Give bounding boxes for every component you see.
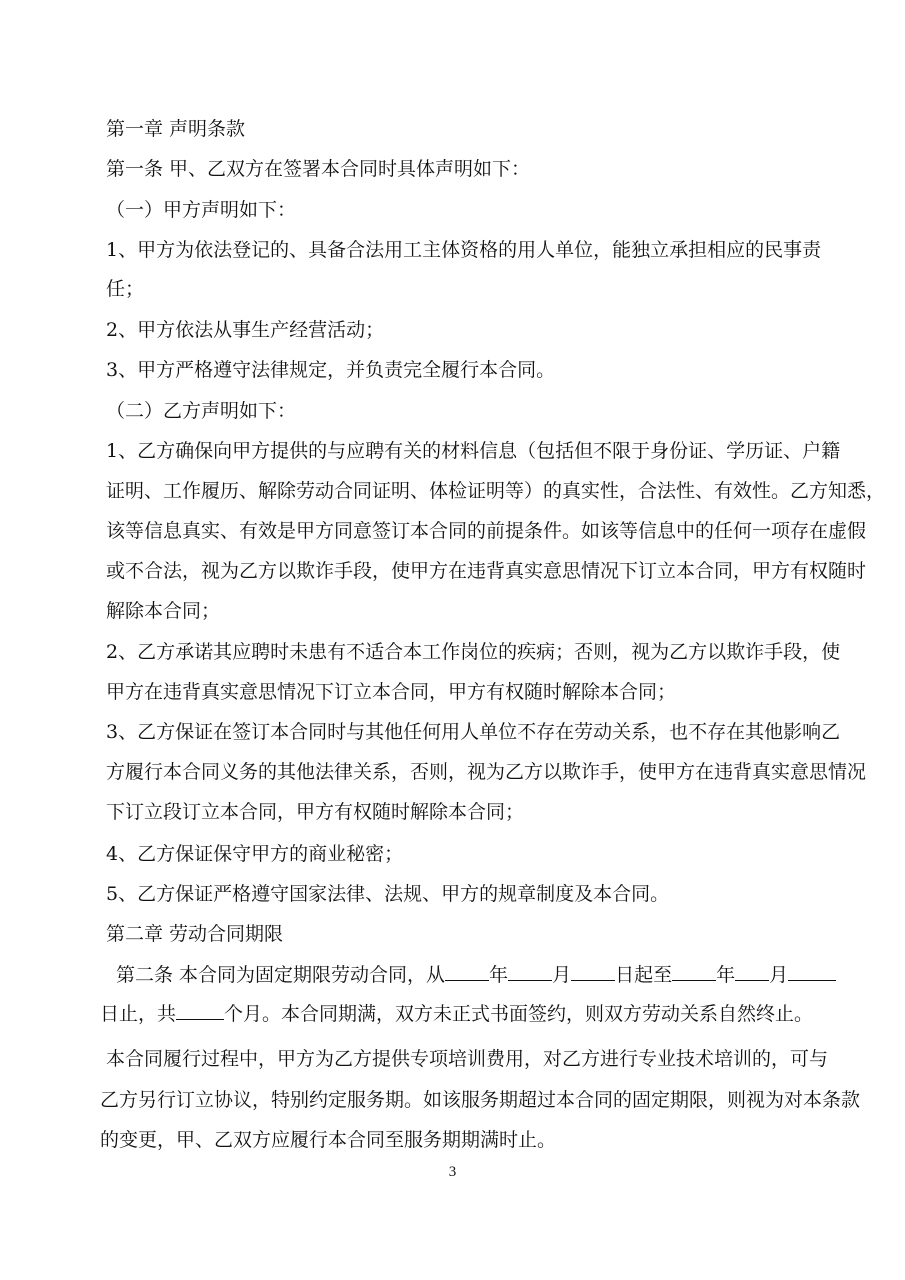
party-b-clause-1-line-3: 该等信息真实、有效是甲方同意签订本合同的前提条件。如该等信息中的任何一项存在虚假 (106, 520, 867, 542)
page-number: 3 (448, 1164, 457, 1180)
end-month-blank (735, 962, 769, 981)
article-2-line-1 (116, 962, 806, 987)
start-year-blank (445, 962, 489, 981)
party-b-clause-4: 4、乙方保证保守甲方的商业秘密； (106, 843, 404, 865)
party-b-clause-1-line-2: 证明、工作履历、解除劳动合同证明、体检证明等）的真实性，合法性、有效性。乙方知悉， (106, 480, 886, 502)
party-b-clause-3-line-3: 下订立段订立本合同，甲方有权随时解除本合同； (106, 801, 525, 823)
service-period-line-3: 的变更，甲、乙双方应履行本合同至服务期期满时止。 (100, 1129, 557, 1151)
service-period-line-2: 乙方另行订立协议，特别约定服务期。如该服务期超过本合同的固定期限，则视为对本条款 (100, 1089, 861, 1111)
start-day-blank (571, 962, 615, 981)
article-2-line-2 (100, 1001, 814, 1026)
chapter-1-heading: 第一章 声明条款 (106, 118, 246, 140)
month-label: 月 (552, 964, 572, 986)
party-b-clause-1-line-4: 或不合法，视为乙方以欺诈手段，使甲方在违背真实意思情况下订立本合同，甲方有权随时 (106, 560, 867, 582)
party-a-clause-1-line-2: 任； (106, 278, 145, 300)
party-b-clause-3-line-1: 3、乙方保证在签订本合同时与其他任何用人单位不存在劳动关系，也不存在其他影响乙 (106, 721, 841, 743)
party-b-clause-2-line-1: 2、乙方承诺其应聘时未患有不适合本工作岗位的疾病；否则，视为乙方以欺诈手段，使 (106, 641, 841, 663)
months-count-blank (176, 1001, 224, 1020)
until-label: 日起至 (615, 964, 673, 986)
article-2-text-end: 个月。本合同期满，双方未正式书面签约，则双方劳动关系自然终止。 (224, 1003, 814, 1025)
party-b-clause-5: 5、乙方保证严格遵守国家法律、法规、甲方的规章制度及本合同。 (106, 883, 670, 905)
party-a-clause-3: 3、甲方严格遵守法律规定，并负责完全履行本合同。 (106, 359, 556, 381)
year-label: 年 (489, 964, 509, 986)
party-b-clause-3-line-2: 方履行本合同义务的其他法律关系，否则，视为乙方以欺诈手，使甲方在违背真实意思情况 (106, 761, 867, 783)
party-b-clause-1-line-1: 1、乙方确保向甲方提供的与应聘有关的材料信息（包括但不限于身份证、学历证、户籍 (106, 440, 841, 462)
article-1-heading: 第一条 甲、乙双方在签署本合同时具体声明如下： (106, 158, 531, 180)
end-day-blank (788, 962, 836, 981)
end-day-label: 日止，共 (100, 1003, 177, 1025)
party-b-clause-1-line-5: 解除本合同； (106, 600, 221, 622)
party-b-statement-heading: （二）乙方声明如下： (106, 400, 297, 422)
end-month-label: 月 (769, 964, 789, 986)
chapter-2-heading: 第二章 劳动合同期限 (106, 923, 284, 945)
end-year-blank (672, 962, 716, 981)
article-2-text-start: 第二条 本合同为固定期限劳动合同，从 (116, 964, 446, 986)
service-period-line-1: 本合同履行过程中，甲方为乙方提供专项培训费用，对乙方进行专业技术培训的，可与 (106, 1048, 829, 1070)
start-month-blank (508, 962, 552, 981)
party-a-statement-heading: （一）甲方声明如下： (106, 199, 297, 221)
party-b-clause-2-line-2: 甲方在违背真实意思情况下订立本合同，甲方有权随时解除本合同； (106, 681, 677, 703)
end-year-label: 年 (716, 964, 736, 986)
party-a-clause-2: 2、甲方依法从事生产经营活动； (106, 319, 385, 341)
party-a-clause-1-line-1: 1、甲方为依法登记的、具备合法用工主体资格的用人单位，能独立承担相应的民事责 (106, 239, 822, 261)
